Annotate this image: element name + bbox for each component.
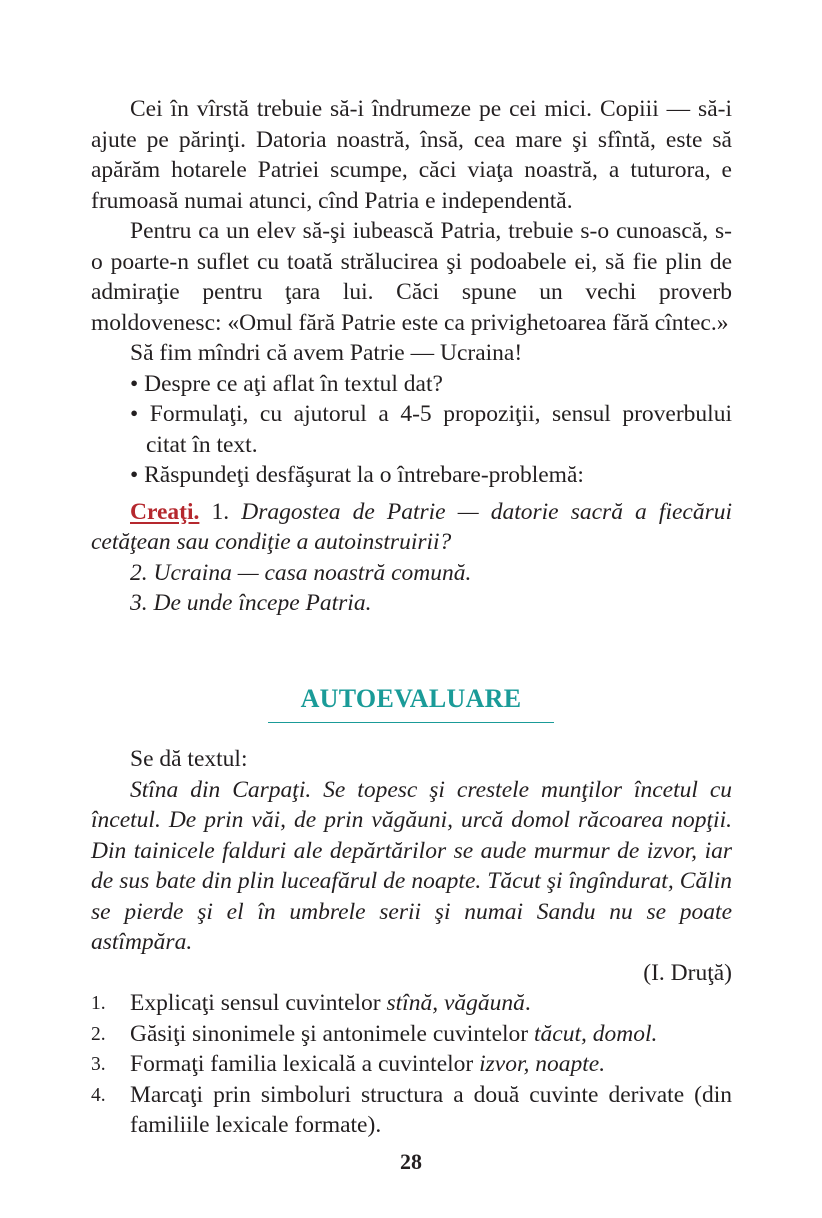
creati-item1-text: Dragostea de Patrie — datorie sacră a fiecărui cetăţean sau condiţie a autoinstruirii?	[91, 498, 733, 555]
questions-list	[91, 369, 732, 491]
section-title: AUTOEVALUARE	[268, 684, 554, 723]
tasks-list	[91, 988, 732, 1141]
question-3: • Răspundeţi desfăşurat la o întrebare-problemă:	[130, 462, 584, 488]
excerpt-source: (I. Druţă)	[643, 959, 732, 986]
excerpt-text: Stîna din Carpaţi. Se topesc şi crestele munţilor încetul cu încetul. De prin văi, de prin văgăuni, urcă domol răcoarea nopţii. Din tainicele falduri ale depărtărilor se aude murmur de izvor, iar de sus bate din plin luceafărul de noapte. Tăcut şi îngîndurat, Călin se pierde şi el în umbrele serii şi numai Sandu nu se poate astîmpăra.	[91, 776, 732, 955]
section-heading-wrap	[268, 684, 554, 723]
task-tail: .	[524, 990, 531, 1016]
task-item	[91, 1049, 732, 1080]
paragraph-2: Pentru ca un elev să-şi iubească Patria, trebuie s-o cunoască, s-o poarte-n suflet cu toată strălucirea şi podoabele ei, să fie plin de admiraţie pentru ţara lui. Căci spune un vechi proverb moldovenesc: «Omul fără Patrie este ca privighetoarea fără cîntec.»	[91, 218, 732, 336]
paragraph-1: Cei în vîrstă trebuie să-i îndrumeze pe cei mici. Copiii — să-i ajute pe părinţi. Datoria noastră, însă, cea mare şi sfîntă, este să apărăm hotarele Patriei scumpe, căci viaţa noastră, a tuturora, e frumoasă numai atunci, cînd Patria e independentă.	[91, 96, 732, 214]
creati-item-3: 3. De unde începe Patria.	[130, 590, 372, 616]
creati-item-2: 2. Ucraina — casa noastră comună.	[130, 559, 472, 586]
task-item	[91, 988, 732, 1019]
question-2: • Formulaţi, cu ajutorul a 4-5 propoziţii, sensul proverbului citat în text.	[130, 401, 732, 458]
task-emphasis: tăcut, domol.	[534, 1020, 658, 1047]
task-text: Marcaţi prin simboluri structura a două cuvinte derivate (din familiile lexicale formate).	[130, 1081, 732, 1138]
task-item	[91, 1019, 732, 1050]
creati-item-1	[91, 497, 732, 558]
creati-item1-number: 1.	[199, 498, 242, 525]
task-number: 2.	[91, 1023, 106, 1045]
task-number: 4.	[91, 1084, 106, 1106]
intro-text: Se dă textul:	[130, 746, 248, 772]
task-text: Formaţi familia lexicală a cuvintelor	[130, 1051, 480, 1077]
paragraph-3: Să fim mîndri că avem Patrie — Ucraina!	[130, 340, 523, 366]
task-text: Explicaţi sensul cuvintelor	[130, 990, 387, 1016]
task-text: Găsiţi sinonimele şi antonimele cuvintelor	[130, 1020, 534, 1047]
task-emphasis: stînă, văgăună	[386, 990, 525, 1016]
task-emphasis: izvor, noapte.	[479, 1051, 606, 1077]
question-1: • Despre ce aţi aflat în textul dat?	[130, 370, 443, 397]
creati-label: Creaţi.	[130, 498, 200, 525]
page-number: 28	[400, 1149, 422, 1174]
top-text-block	[91, 94, 732, 619]
autoevaluare-block	[91, 744, 732, 1141]
task-number: 3.	[91, 1054, 106, 1075]
task-item	[91, 1080, 732, 1141]
task-number: 1.	[91, 993, 106, 1014]
